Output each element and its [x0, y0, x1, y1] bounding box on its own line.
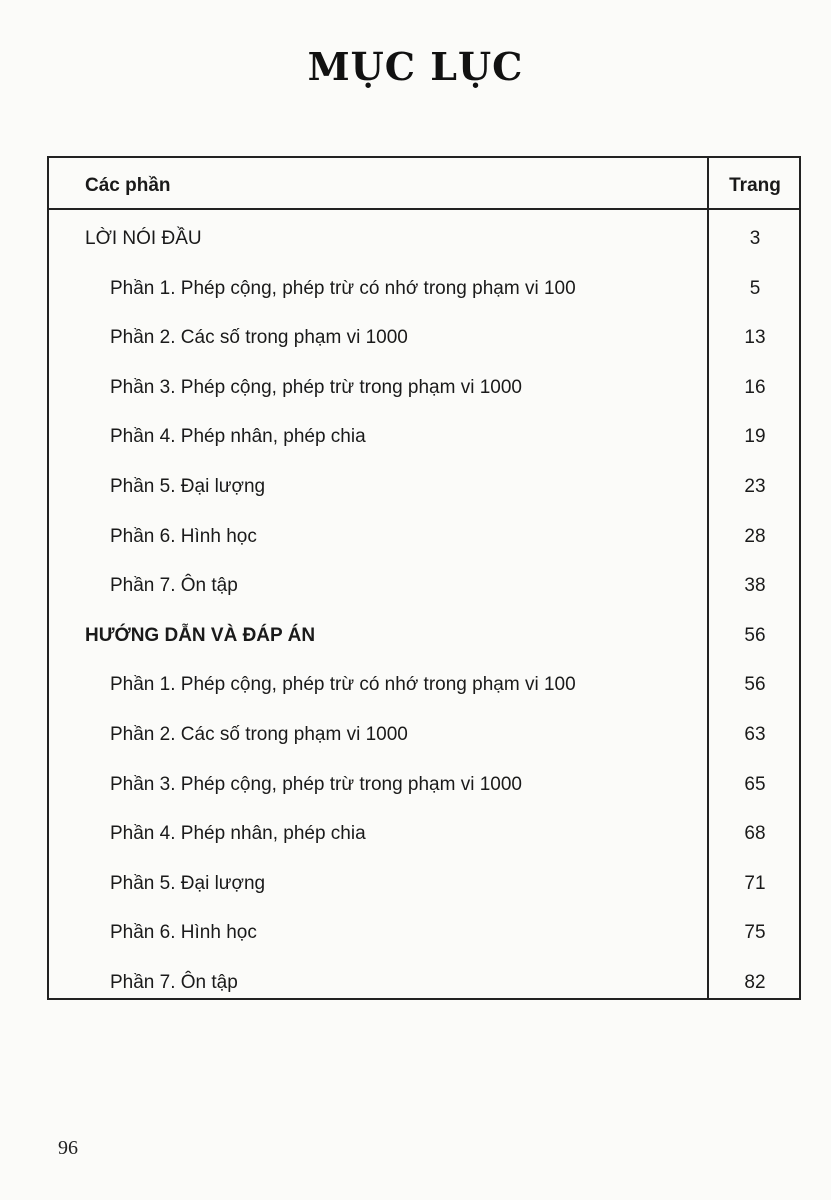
table-header: [49, 158, 799, 210]
toc-page-number: 75: [744, 922, 766, 944]
toc-section-label: HƯỚNG DẪN VÀ ĐÁP ÁN: [85, 624, 316, 646]
toc-item-label: Phần 1. Phép cộng, phép trừ có nhớ trong phạm vi 100: [110, 277, 576, 299]
toc-item-label: Phần 6. Hình học: [110, 525, 257, 547]
toc-page-number: 56: [744, 624, 766, 646]
toc-row: [49, 774, 799, 824]
toc-page-number: 65: [744, 773, 766, 795]
column-header-parts: Các phần: [85, 175, 171, 196]
toc-page-number: 28: [744, 525, 766, 547]
toc-item-label: Phần 1. Phép cộng, phép trừ có nhớ trong phạm vi 100: [110, 674, 576, 696]
toc-row: [49, 575, 799, 625]
toc-item-label: Phần 5. Đại lượng: [110, 872, 266, 894]
toc-page-number: 23: [744, 476, 766, 497]
toc-row: [49, 327, 799, 377]
toc-page-number: 71: [744, 872, 766, 894]
toc-row: [49, 426, 799, 476]
toc-row-intro: [49, 228, 799, 278]
toc-item-label: Phần 4. Phép nhân, phép chia: [110, 426, 366, 448]
toc-row: [49, 526, 799, 576]
toc-item-label: Phần 6. Hình học: [110, 922, 257, 944]
toc-page-number: 16: [744, 376, 766, 398]
toc-page-number: 5: [749, 277, 761, 299]
toc-item-label: Phần 7. Ôn tập: [110, 972, 238, 993]
toc-row: [49, 873, 799, 923]
toc-item-label: Phần 2. Các số trong phạm vi 1000: [110, 724, 408, 745]
toc-row: [49, 377, 799, 427]
toc-row-answers: [49, 625, 799, 675]
toc-item-label: Phần 2. Các số trong phạm vi 1000: [110, 327, 408, 349]
toc-page-number: 82: [744, 972, 766, 993]
toc-row: [49, 674, 799, 724]
column-header-page: Trang: [729, 175, 781, 196]
toc-section-label: LỜI NÓI ĐẦU: [85, 228, 202, 249]
table-of-contents: [47, 156, 801, 1000]
toc-page-number: 13: [744, 327, 766, 349]
toc-row: [49, 278, 799, 328]
toc-item-label: Phần 4. Phép nhân, phép chia: [110, 823, 366, 845]
toc-item-label: Phần 7. Ôn tập: [110, 575, 238, 597]
page-title: MỤC LỤC: [307, 44, 524, 89]
toc-row: [49, 724, 799, 774]
toc-page-number: 68: [744, 823, 766, 845]
page-number: 96: [58, 1137, 78, 1159]
toc-item-label: Phần 3. Phép cộng, phép trừ trong phạm vi 1000: [110, 376, 522, 398]
toc-page-number: 3: [749, 228, 761, 249]
toc-item-label: Phần 3. Phép cộng, phép trừ trong phạm vi 1000: [110, 773, 522, 795]
toc-item-label: Phần 5. Đại lượng: [110, 476, 266, 497]
toc-row: [49, 823, 799, 873]
toc-page-number: 63: [744, 724, 766, 745]
toc-page-number: 38: [744, 575, 766, 597]
toc-row: [49, 922, 799, 972]
toc-page-number: 56: [744, 674, 766, 696]
toc-row: [49, 476, 799, 526]
toc-page-number: 19: [744, 426, 766, 448]
toc-row: [49, 972, 799, 1022]
